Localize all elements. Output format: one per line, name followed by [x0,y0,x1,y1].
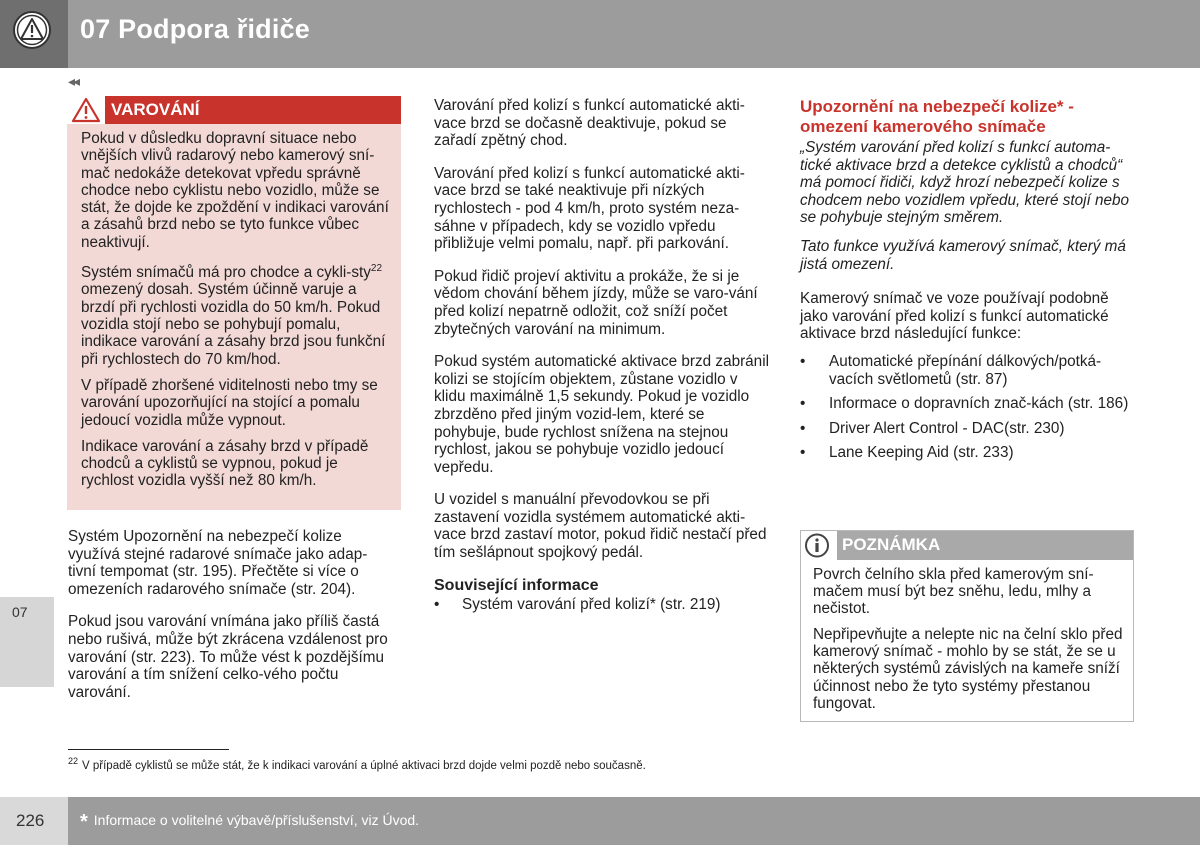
warning-header [67,96,401,124]
related-link[interactable]: • Systém varování před kolizí* (str. 219) [434,596,770,614]
warning-body [81,130,393,499]
column-3-text [800,97,1135,469]
warning-box [67,96,401,510]
note-paragraph: Nepřipevňujte a nelepte nic na čelní sklo před kamerový snímač - mohlo by se stát, že se u některých systémů závislých na kameře sníží účinnost nebo že tyto systémy přestanou fungovat. [813,626,1123,712]
body-paragraph: Pokud jsou varování vnímána jako příliš častá nebo rušivá, může být zkrácena vzdálenost pro varování (str. 223). To může vést k pozdějšímu varování a tím snížení celko-vého počtu varování. [68,613,388,701]
function-list-item[interactable]: • Automatické přepínání dálkových/potká-vacích světlometů (str. 87) [800,353,1135,388]
footnote-text: V případě cyklistů se může stát, že k indikaci varování a úplné aktivaci brzd dojde velmi pozdě nebo současně. [82,759,646,772]
body-paragraph: Kamerový snímač ve voze používají podobně jako varování před kolizí s funkcí automatické aktivace brzd následující funkce: [800,290,1109,343]
page-header [0,0,1200,68]
chapter-tab[interactable] [0,597,54,687]
note-title: POZNÁMKA [842,535,941,554]
body-paragraph: Varování před kolizí s funkcí automatické akti-vace brzd se dočasně deaktivuje, pokud se zařadí zpětný chod. [434,97,745,150]
note-header [801,531,1133,560]
footnote [68,756,646,772]
function-list-item[interactable]: • Informace o dopravních znač-kách (str. 186) [800,395,1135,413]
function-list-item[interactable]: • Driver Alert Control - DAC(str. 230) [800,420,1135,438]
info-icon [801,531,837,560]
chapter-tab-label: 07 [12,604,28,620]
footnote-number: 22 [68,756,79,766]
column-1-text [68,528,388,716]
asterisk-icon: * [80,811,88,833]
body-paragraph: Systém Upozornění na nebezpečí kolize využívá stejné radarové snímače jako adap-tivní tempomat (str. 195). Přečtěte si více o omezeních radarového snímače (str. 204). [68,528,368,598]
warning-text: Systém snímačů má pro chodce a cykli-sty [81,264,371,282]
page-number-block [0,797,68,845]
related-info-heading: Související informace [434,576,599,594]
warning-title: VAROVÁNÍ [111,100,200,119]
body-paragraph: Pokud systém automatické aktivace brzd zabránil kolizi se stojícím objektem, zůstane vozidlo v klidu maximálně 1,5 sekundy. Pokud je vozidlo zbrzděno před jiným vozid-lem, které se pohybuje, bude rychlost snížena na stejnou rychlost, jakou se pohybuje vozidlo jedoucí vepředu. [434,353,769,476]
body-paragraph: Varování před kolizí s funkcí automatické akti-vace brzd se také neaktivuje při nízkých rychlostech - pod 4 km/h, proto systém neza-sáhne v případech, kdy se vozidlo vpředu přibližuje velmi pomalu, např. při parkování. [434,164,745,253]
warning-triangle-icon [12,10,52,50]
page-footer [0,797,1200,845]
back-arrows-icon[interactable]: ◂◂ [68,73,79,89]
intro-italic: Tato funkce využívá kamerový snímač, který má jistá omezení. [800,237,1126,273]
footer-bar [68,797,1200,845]
related-info-list [434,596,770,614]
page-number: 226 [16,811,45,830]
header-icon-block [0,0,68,68]
warning-paragraph: Pokud v důsledku dopravní situace nebo vnějších vlivů radarový nebo kamerový sní-mač nedokáže detekovat vpředu správně chodce nebo cyklistu nebo vozidlo, může se stát, že dojde ke zpoždění v indikaci varování a zásahů brzd nebo se tyto funkce vůbec neaktivují. [81,130,389,251]
warning-paragraph [81,260,393,368]
page-title: 07 Podpora řidiče [80,14,310,44]
body-paragraph: U vozidel s manuální převodovkou se při zastavení vozidla systémem automatické akti-vace brzd zastaví motor, pokud řidič nestačí před tím sešlápnout spojkový pedál. [434,491,767,562]
footer-note-text: Informace o volitelné výbavě/příslušenství, viz Úvod. [93,812,420,828]
footnote-rule [68,749,229,750]
footer-note [80,811,419,834]
body-paragraph: Pokud řidič projeví aktivitu a prokáže, že si je vědom chování během jízdy, může se varo-vání před kolizí nepatrně odložit, což sníží počet zbytečných varování na minimum. [434,267,758,338]
footnote-ref[interactable]: 22 [370,263,383,275]
function-list-item[interactable]: • Lane Keeping Aid (str. 233) [800,444,1135,462]
function-list [800,353,1135,462]
note-paragraph: Povrch čelního skla před kamerovým sní-mačem musí být bez sněhu, ledu, mlhy a nečistot. [813,566,1094,618]
column-2-text [434,97,770,621]
intro-italic: „Systém varování před kolizí s funkcí automa-tické aktivace brzd a detekce cyklistů a chodců“ má pomocí řidiči, když hrozí nebezpečí kolize s chodcem nebo vozidlem vpředu, které stojí nebo se pohybuje stejným směrem. [800,139,1130,227]
warning-paragraph: V případě zhoršené viditelnosti nebo tmy se varování upozorňující na stojící a pomalu jedoucí vozidla může vypnout. [81,376,378,429]
warning-paragraph: Indikace varování a zásahy brzd v případě chodců a cyklistů se vypnou, pokud je rychlost vozidla vyšší než 80 km/h. [81,437,369,490]
warning-text: omezený dosah. Systém účinně varuje a brzdí při rychlosti vozidla do 50 km/h. Pokud vozidla stojí nebo se pohybují pomalu, indikace varování a zásahy brzd jsou funkční při rychlostech do 70 km/hod. [81,281,386,368]
section-title: Upozornění na nebezpečí kolize* - omezení kamerového snímače [800,97,1074,136]
warning-sign-icon [67,96,105,124]
note-box [800,530,1134,722]
note-body [813,566,1125,721]
